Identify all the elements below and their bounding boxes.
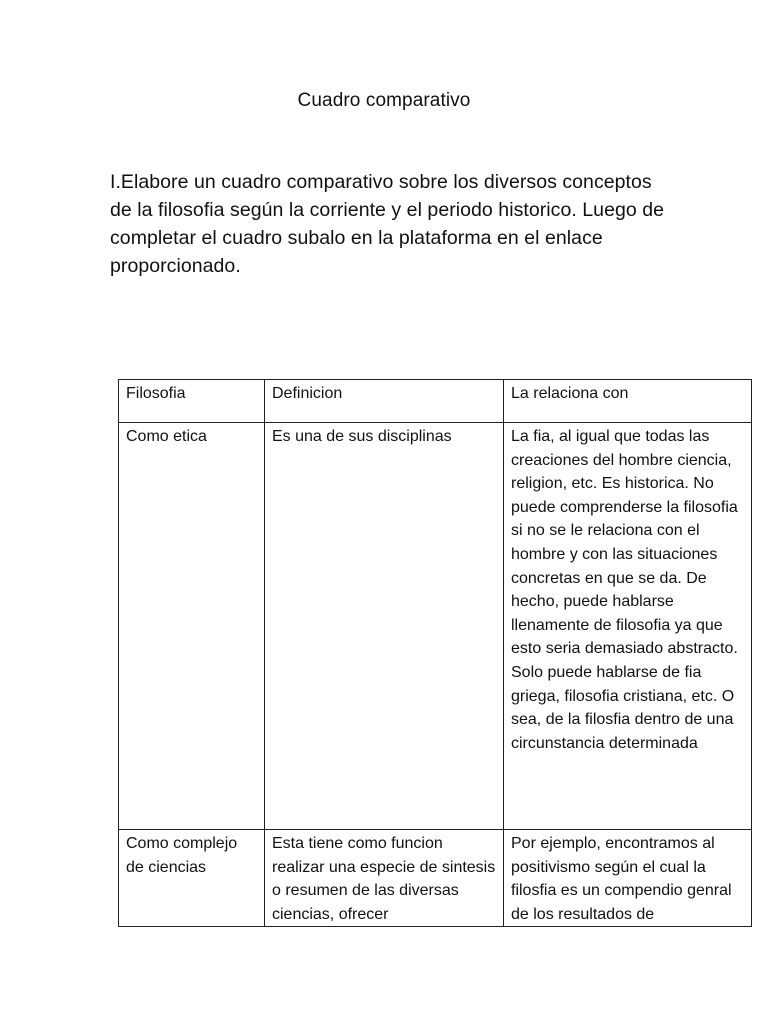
table-row — [119, 423, 752, 830]
cell-filosofia — [119, 830, 265, 927]
cell-filosofia: Como etica — [119, 423, 265, 830]
cell-relaciona: La fia, al igual que todas las creaciones del hombre ciencia, religion, etc. Es historica. No puede comprenderse la filosofia si no se le relaciona con el hombre y con las situaciones concretas en que se da. De hecho, puede hablarse llenamente de filosofia ya que esto seria demasiado abstracto. Solo puede hablarse de fia griega, filosofia cristiana, etc. O sea, de la filosfia dentro de una circunstancia determinada — [504, 423, 752, 830]
cell-text: Esta tiene como funcion realizar una especie de sintesis o resumen de las diversas ciencias, ofrecer — [272, 835, 496, 923]
cell-relaciona — [504, 830, 752, 927]
instructions-paragraph: I.Elabore un cuadro comparativo sobre los diversos conceptos de la filosofia según la corriente y el periodo historico. Luego de completar el cuadro subalo en la plataforma en el enlace proporcionado. — [110, 171, 665, 277]
cell-text: Como complejo de ciencias — [126, 835, 238, 876]
header-filosofia: Filosofia — [119, 380, 265, 423]
table-row — [119, 830, 752, 927]
document-title: Cuadro comparativo — [297, 90, 471, 111]
cell-definicion: Es una de sus disciplinas — [265, 423, 504, 830]
cell-text: Por ejemplo, encontramos al positivismo según el cual la filosfia es un compendio genral de los resultados de — [511, 835, 732, 923]
header-definicion: Definicion — [265, 380, 504, 423]
cell-definicion — [265, 830, 504, 927]
table-header-row — [119, 380, 752, 423]
comparison-table — [118, 379, 752, 927]
header-relaciona: La relaciona con — [504, 380, 752, 423]
